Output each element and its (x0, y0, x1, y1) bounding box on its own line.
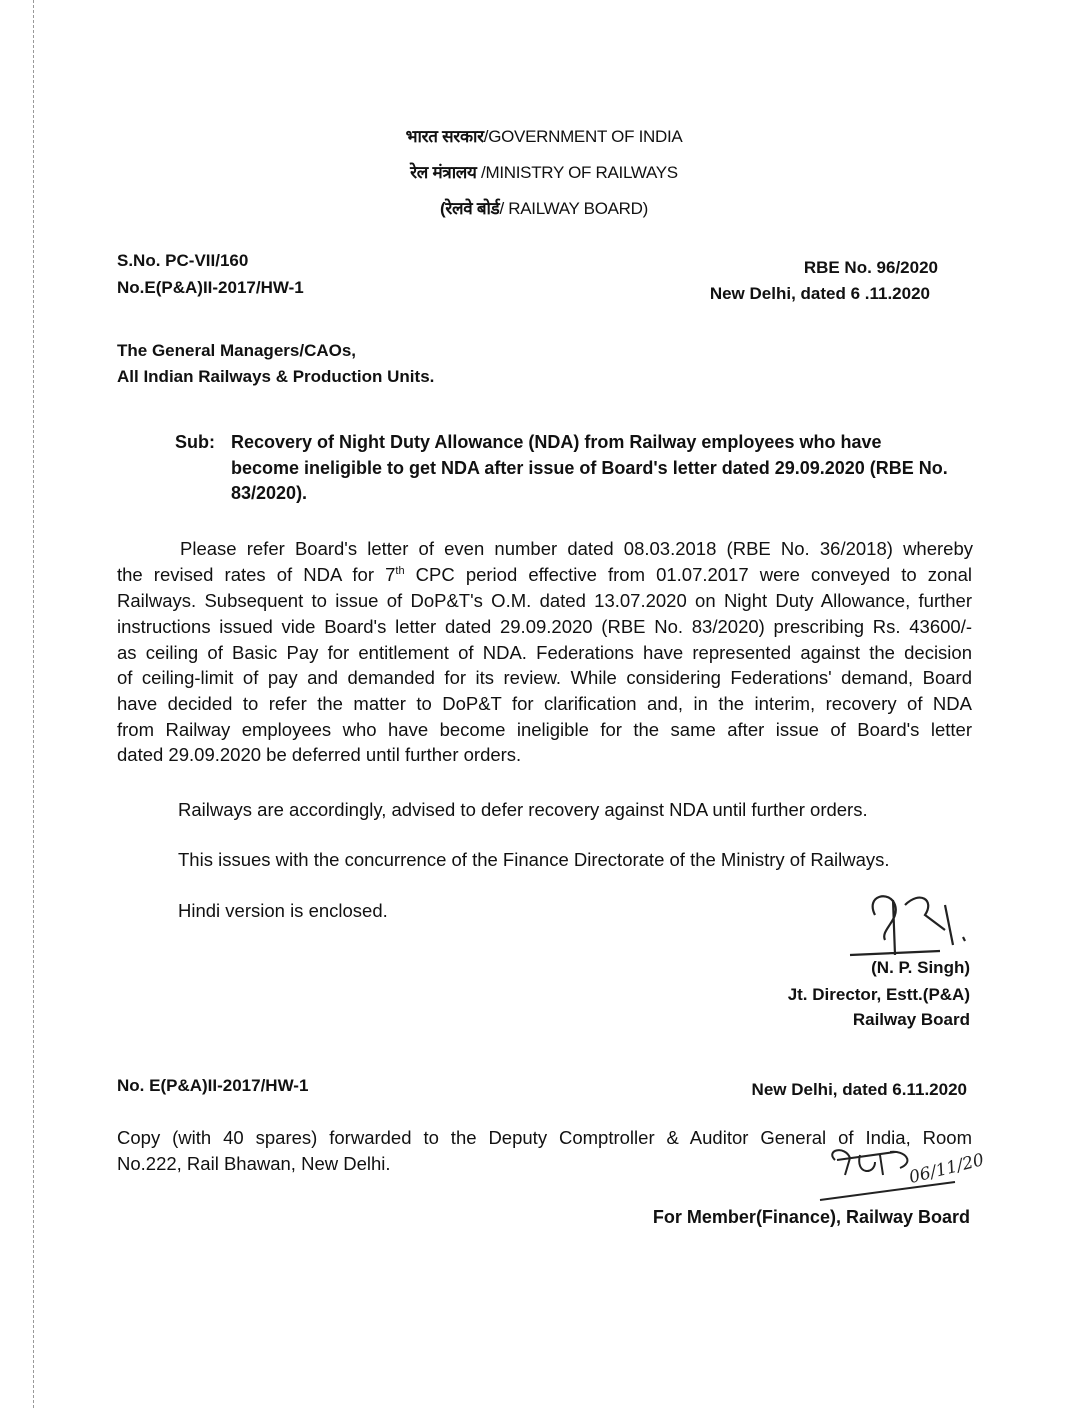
addressee-line: The General Managers/CAOs, (117, 341, 357, 360)
paragraph-line: Railways. Subsequent to issue of DoP&T's O.M. dated 13.07.2020 on Night Duty Allowance, further (117, 590, 972, 611)
copy-file-number: No. E(P&A)II-2017/HW-1 (117, 1076, 309, 1095)
subject-label: Sub: (175, 432, 215, 452)
header-line-ministry: रेल मंत्रालय /MINISTRY OF RAILWAYS (410, 163, 678, 182)
paragraph-line: of ceiling-limit of pay and demanded for its review. While considering Federations' demand, Board (117, 667, 972, 688)
signature-np-singh (845, 885, 985, 960)
copy-line: No.222, Rail Bhawan, New Delhi. (117, 1153, 391, 1174)
serial-number: S.No. PC-VII/160 (117, 251, 249, 270)
paragraph-line: instructions issued vide Board's letter dated 29.09.2020 (RBE No. 83/2020) prescribing Rs. 43600/- (117, 616, 972, 637)
header-line-board: (रेलवे बोर्ड/ RAILWAY BOARD) (440, 199, 648, 218)
signatory-designation: Jt. Director, Estt.(P&A) (787, 985, 970, 1004)
signature-date: 06/11/20 (907, 1150, 987, 1188)
paragraph-line: Please refer Board's letter of even number dated 08.03.2018 (RBE No. 36/2018) whereby (180, 538, 973, 559)
paragraph-line: as ceiling of Basic Pay for entitlement of NDA. Federations have represented against the decision (117, 642, 972, 663)
rbe-number: RBE No. 96/2020 (803, 258, 938, 277)
header-line-government: भारत सरकार/GOVERNMENT OF INDIA (405, 127, 683, 146)
paragraph-line: the revised rates of NDA for 7th CPC period effective from 01.07.2017 were conveyed to zonal (117, 564, 972, 585)
paragraph-line: dated 29.09.2020 be deferred until further orders. (117, 744, 522, 765)
signatory-name: (N. P. Singh) (871, 958, 970, 977)
paragraph-concurrence: This issues with the concurrence of the Finance Directorate of the Ministry of Railways. (178, 849, 890, 870)
signatory-office: Railway Board (852, 1010, 970, 1029)
copy-signed-for: For Member(Finance), Railway Board (652, 1207, 970, 1227)
paragraph-hindi-version: Hindi version is enclosed. (178, 900, 388, 921)
subject-line: 83/2020). (231, 483, 308, 503)
addressee-line: All Indian Railways & Production Units. (117, 367, 435, 386)
copy-date: New Delhi, dated 6.11.2020 (751, 1080, 967, 1099)
subject-line: Recovery of Night Duty Allowance (NDA) from Railway employees who have (231, 432, 882, 452)
copy-line: Copy (with 40 spares) forwarded to the Deputy Comptroller & Auditor General of India, Room (117, 1127, 972, 1148)
paragraph-defer: Railways are accordingly, advised to defer recovery against NDA until further orders. (178, 799, 868, 820)
subject-line: become ineligible to get NDA after issue of Board's letter dated 29.09.2020 (RBE No. (231, 458, 948, 478)
paragraph-line: from Railway employees who have become ineligible for the same after issue of Board's letter (117, 719, 972, 740)
issue-date: New Delhi, dated 6 .11.2020 (709, 284, 930, 303)
file-number: No.E(P&A)II-2017/HW-1 (117, 278, 304, 297)
paragraph-line: have decided to refer the matter to DoP&T for clarification and, in the interim, recovery of NDA (117, 693, 972, 714)
